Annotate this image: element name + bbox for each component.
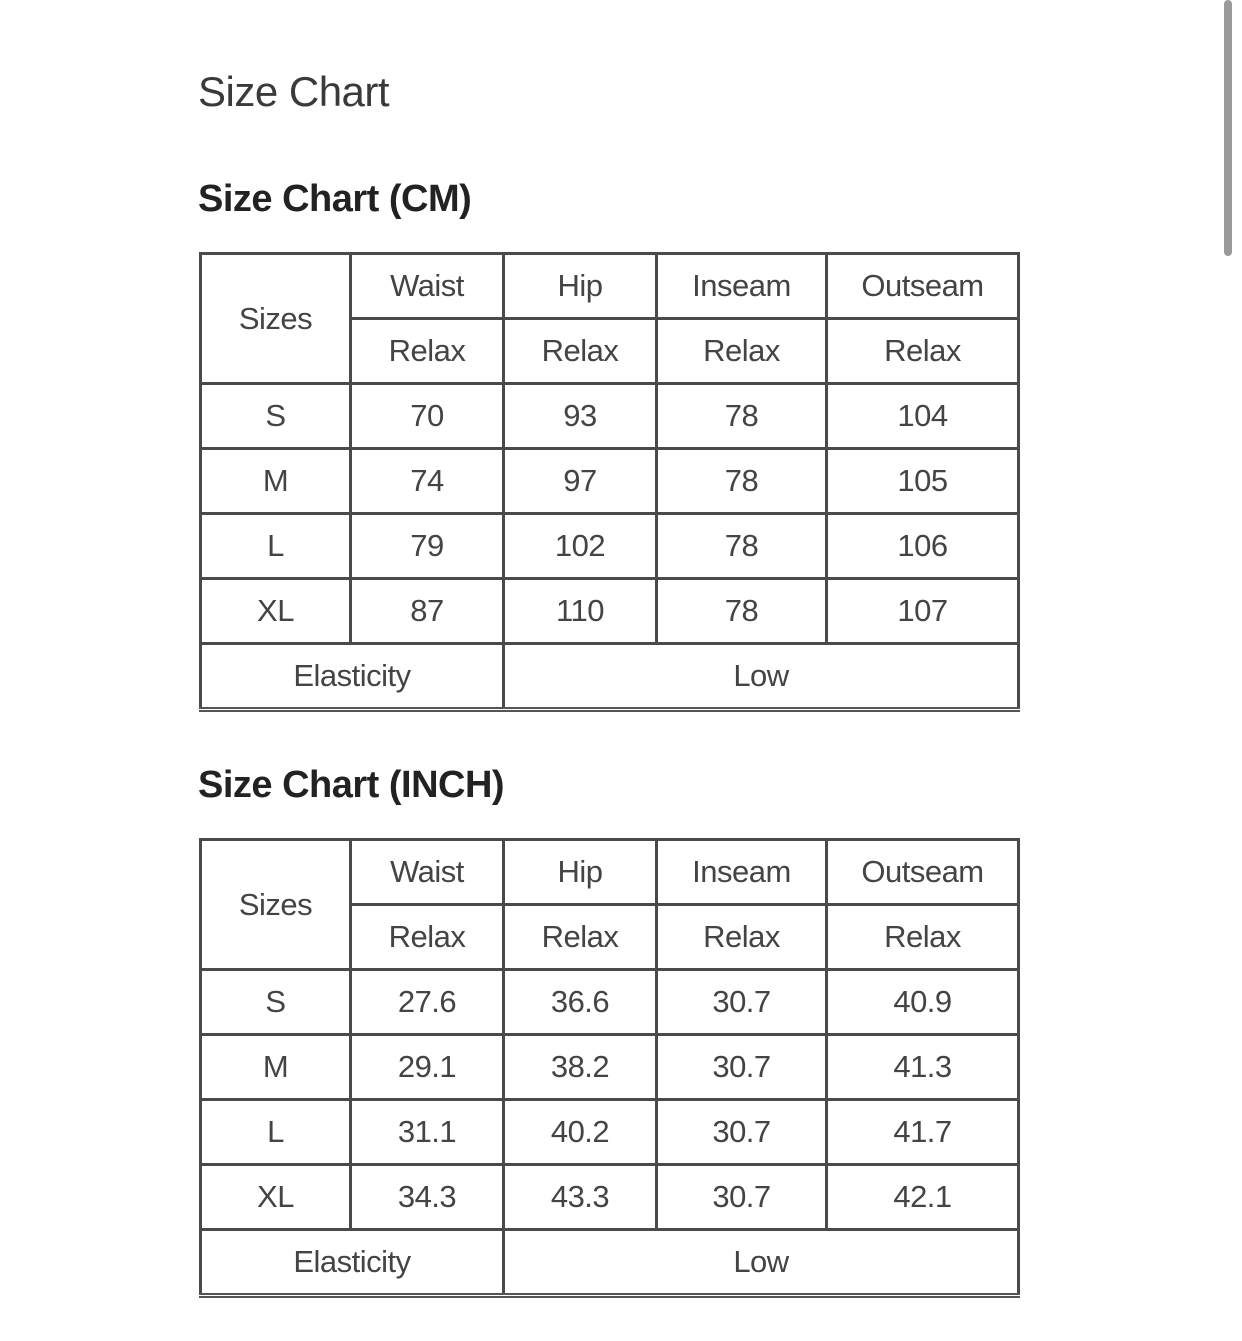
elasticity-value: Low (504, 644, 1019, 710)
value-cell: 34.3 (351, 1165, 504, 1230)
subheader-relax: Relax (657, 319, 827, 384)
column-header-inseam: Inseam (657, 254, 827, 319)
section-title-cm: Size Chart (CM) (198, 178, 472, 220)
table-row (201, 1035, 1019, 1100)
elasticity-value: Low (504, 1230, 1019, 1296)
size-cell: XL (201, 579, 351, 644)
elasticity-label: Elasticity (201, 1230, 504, 1296)
value-cell: 102 (504, 514, 657, 579)
column-header-outseam: Outseam (827, 840, 1019, 905)
table-row (201, 579, 1019, 644)
column-header-waist: Waist (351, 254, 504, 319)
column-header-hip: Hip (504, 254, 657, 319)
value-cell: 79 (351, 514, 504, 579)
value-cell: 27.6 (351, 970, 504, 1035)
size-cell: S (201, 384, 351, 449)
value-cell: 38.2 (504, 1035, 657, 1100)
value-cell: 30.7 (657, 1165, 827, 1230)
section-title-inch: Size Chart (INCH) (198, 764, 505, 806)
subheader-relax: Relax (351, 319, 504, 384)
column-header-inseam: Inseam (657, 840, 827, 905)
size-cell: M (201, 449, 351, 514)
size-table-inch (199, 838, 1020, 1298)
value-cell: 74 (351, 449, 504, 514)
table-row (201, 1165, 1019, 1230)
column-header-hip: Hip (504, 840, 657, 905)
value-cell: 97 (504, 449, 657, 514)
column-header-waist: Waist (351, 840, 504, 905)
sizes-header: Sizes (201, 254, 351, 384)
value-cell: 93 (504, 384, 657, 449)
value-cell: 78 (657, 514, 827, 579)
subheader-relax: Relax (351, 905, 504, 970)
value-cell: 42.1 (827, 1165, 1019, 1230)
column-header-outseam: Outseam (827, 254, 1019, 319)
value-cell: 87 (351, 579, 504, 644)
value-cell: 41.3 (827, 1035, 1019, 1100)
value-cell: 31.1 (351, 1100, 504, 1165)
value-cell: 30.7 (657, 1035, 827, 1100)
size-cell: XL (201, 1165, 351, 1230)
value-cell: 105 (827, 449, 1019, 514)
value-cell: 107 (827, 579, 1019, 644)
value-cell: 78 (657, 384, 827, 449)
value-cell: 36.6 (504, 970, 657, 1035)
page-title: Size Chart (198, 68, 390, 115)
value-cell: 30.7 (657, 970, 827, 1035)
table-row (201, 970, 1019, 1035)
value-cell: 40.2 (504, 1100, 657, 1165)
table-row (201, 449, 1019, 514)
value-cell: 78 (657, 449, 827, 514)
size-cell: L (201, 514, 351, 579)
value-cell: 110 (504, 579, 657, 644)
value-cell: 40.9 (827, 970, 1019, 1035)
size-table-cm (199, 252, 1020, 712)
value-cell: 70 (351, 384, 504, 449)
sizes-header: Sizes (201, 840, 351, 970)
value-cell: 43.3 (504, 1165, 657, 1230)
value-cell: 30.7 (657, 1100, 827, 1165)
value-cell: 29.1 (351, 1035, 504, 1100)
subheader-relax: Relax (827, 319, 1019, 384)
size-cell: S (201, 970, 351, 1035)
subheader-relax: Relax (504, 319, 657, 384)
scrollbar[interactable] (1224, 0, 1232, 256)
subheader-relax: Relax (504, 905, 657, 970)
table-row (201, 514, 1019, 579)
value-cell: 104 (827, 384, 1019, 449)
table-row (201, 1100, 1019, 1165)
elasticity-label: Elasticity (201, 644, 504, 710)
value-cell: 106 (827, 514, 1019, 579)
table-row (201, 384, 1019, 449)
size-cell: M (201, 1035, 351, 1100)
size-cell: L (201, 1100, 351, 1165)
subheader-relax: Relax (827, 905, 1019, 970)
value-cell: 41.7 (827, 1100, 1019, 1165)
value-cell: 78 (657, 579, 827, 644)
subheader-relax: Relax (657, 905, 827, 970)
